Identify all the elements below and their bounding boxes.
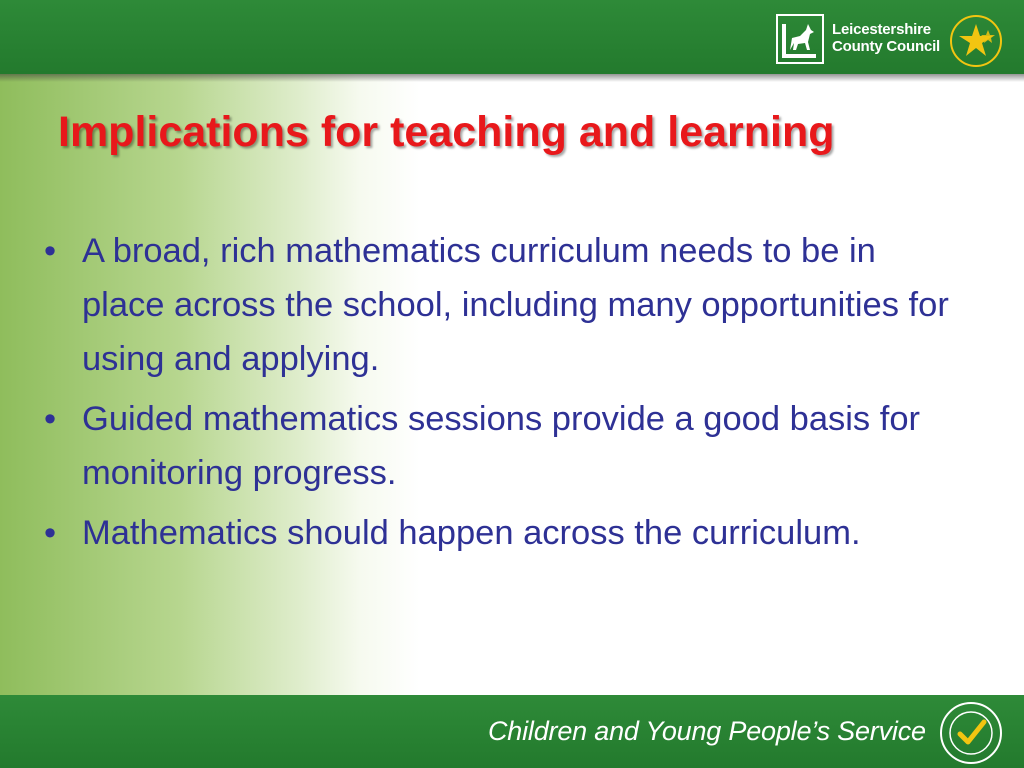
good-to-great-badge-icon: [938, 700, 1004, 766]
bullet-item: [44, 506, 964, 560]
council-name: [832, 21, 940, 55]
council-name-line2: County Council: [832, 38, 941, 55]
rated-a-council-badge-icon: [948, 14, 1004, 68]
bullet-text: A broad, rich mathematics curriculum needs to be in place across the school, including many opportunities for using and applying.: [82, 232, 949, 378]
footer-service-name: Children and Young People’s Service: [488, 716, 926, 746]
council-crest-icon: [776, 14, 824, 64]
bullet-text: Mathematics should happen across the curriculum.: [82, 514, 861, 552]
bullet-dot-icon: •: [44, 514, 57, 552]
council-logo: [776, 14, 1008, 68]
bullet-item: [44, 392, 964, 500]
bullet-text: Guided mathematics sessions provide a good basis for monitoring progress.: [82, 400, 921, 492]
bullet-item: [44, 224, 964, 386]
header-shadow: [0, 74, 1024, 82]
bullet-list: [44, 224, 964, 566]
council-name-line1: Leicestershire: [832, 21, 931, 38]
bullet-dot-icon: •: [44, 400, 57, 438]
bullet-dot-icon: •: [44, 232, 57, 270]
slide-title: Implications for teaching and learning: [58, 108, 835, 156]
